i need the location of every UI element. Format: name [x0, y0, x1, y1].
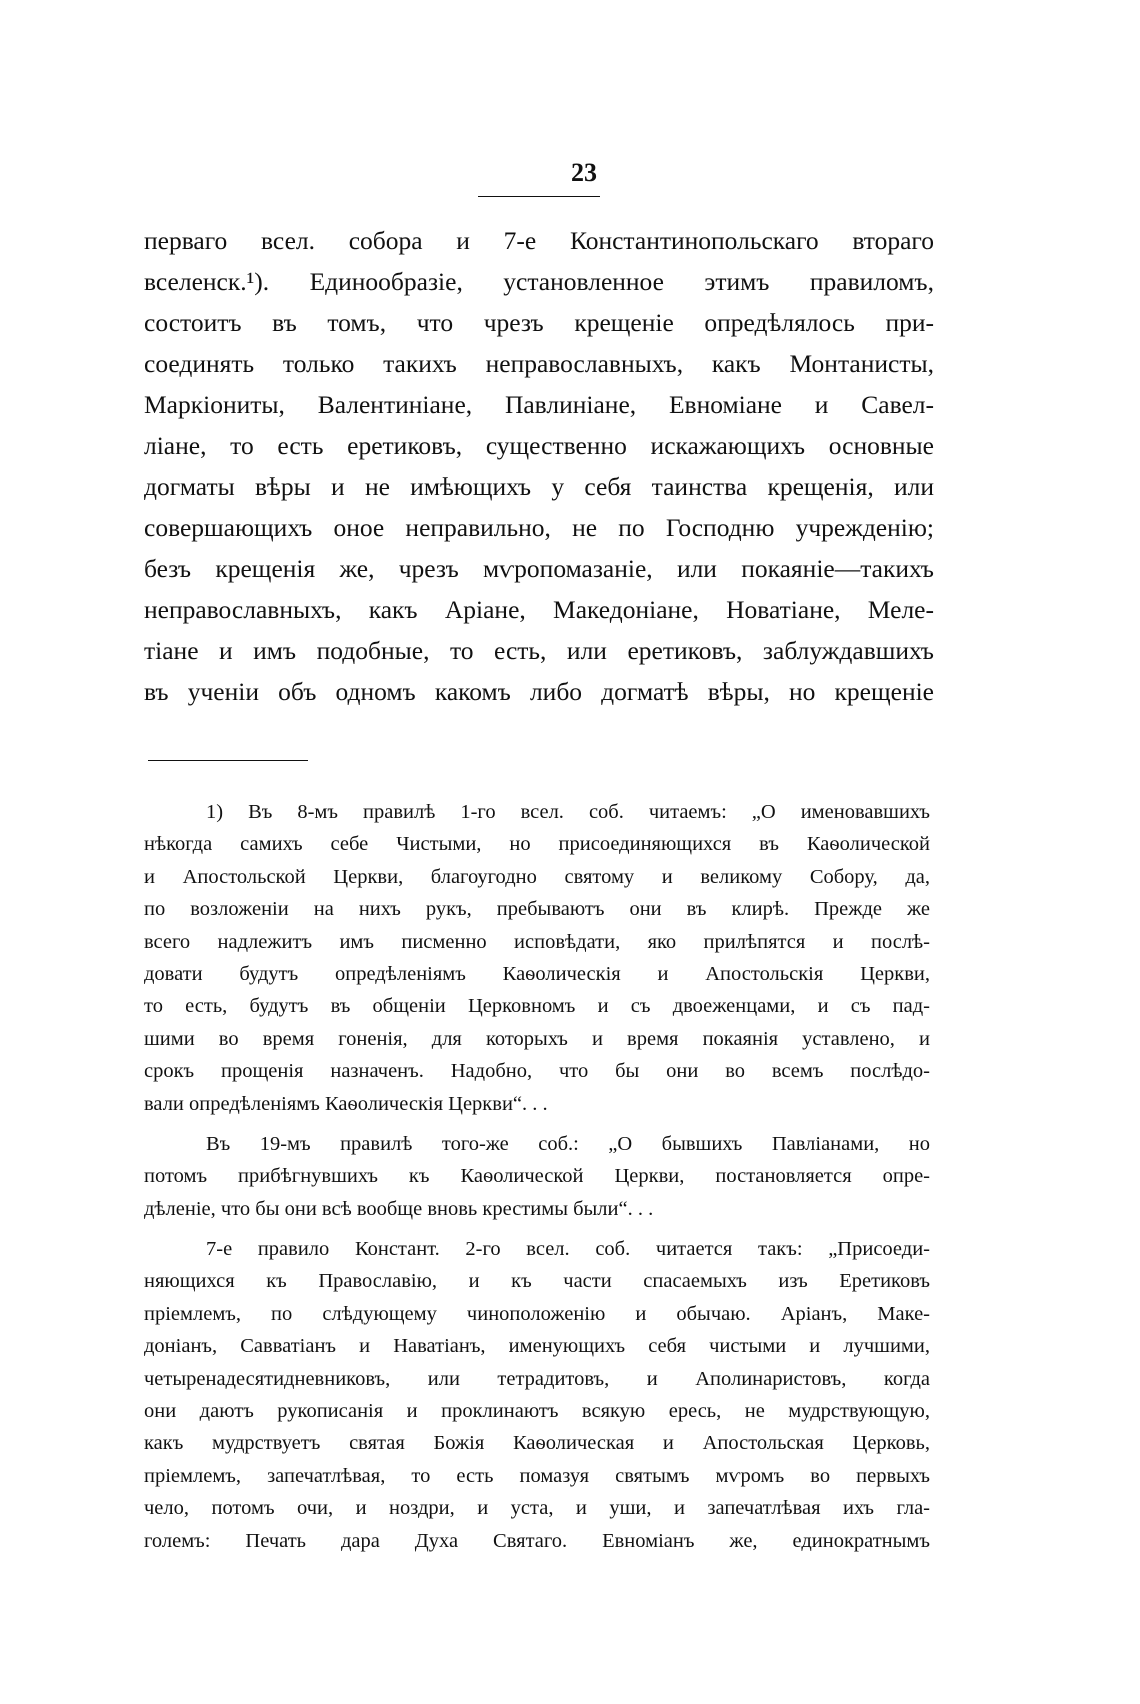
- main-text-line: ліане, то есть еретиковъ, существенно искажающихъ основные: [144, 431, 934, 460]
- footnote-line: Въ 19-мъ правилѣ того-же соб.: „О бывшихъ Павліанами, но: [206, 1132, 930, 1155]
- footnote-line: доніанъ, Савватіанъ и Наватіанъ, именующихъ себя чистыми и лучшими,: [144, 1335, 930, 1358]
- page-number-rule: [478, 196, 600, 197]
- footnote-line: четыренадесятидневниковъ, или тетрадитовъ, и Аполинаристовъ, когда: [144, 1367, 930, 1390]
- footnote-line: шими во время гоненія, для которыхъ и время покаянія уставлено, и: [144, 1027, 930, 1050]
- footnote-line: пріемлемъ, по слѣдующему чиноположенію и обычаю. Аріанъ, Маке-: [144, 1302, 930, 1325]
- footnote-paragraph: [144, 796, 930, 1120]
- main-text-line: неправославныхъ, какъ Аріане, Македоніане, Новатіане, Меле-: [144, 595, 934, 624]
- footnote-line: 7-е правило Констант. 2-го всел. соб. читается такъ: „Присоеди-: [206, 1238, 930, 1261]
- main-text-line: перваго всел. собора и 7-е Константинопольскаго втораго: [144, 226, 934, 255]
- main-text-line: вселенск.¹). Единообразіе, установленное этимъ правиломъ,: [144, 267, 934, 296]
- main-text-line: безъ крещенія же, чрезъ мѵропомазаніе, или покаяніе—такихъ: [144, 554, 934, 583]
- footnote-paragraph: [144, 1128, 930, 1225]
- footnote-gap: [144, 1225, 930, 1233]
- footnote-line: они даютъ рукописанія и проклинаютъ всякую ересь, не мудрствующую,: [144, 1400, 930, 1423]
- footnote-separator: [148, 760, 308, 761]
- page-number: 23: [571, 158, 597, 187]
- footnote-line: големъ: Печать дара Духа Святаго. Евноміанъ же, единократнымъ: [144, 1529, 930, 1552]
- main-text-line: догматы вѣры и не имѣющихъ у себя таинства крещенія, или: [144, 472, 934, 501]
- footnote-line: пріемлемъ, запечатлѣвая, то есть помазуя святымъ мѵромъ во первыхъ: [144, 1464, 930, 1487]
- main-text-line: тіане и имъ подобные, то есть, или еретиковъ, заблуждавшихъ: [144, 636, 934, 665]
- main-text-line: въ ученіи объ одномъ какомъ либо догматѣ вѣры, но крещеніе: [144, 677, 934, 706]
- footnote-line: и Апостольской Церкви, благоугодно святому и великому Собору, да,: [144, 865, 930, 888]
- main-text-line: соединять только такихъ неправославныхъ, какъ Монтанисты,: [144, 349, 934, 378]
- footnote-line: чело, потомъ очи, и ноздри, и уста, и уши, и запечатлѣвая ихъ гла-: [144, 1497, 930, 1520]
- footnote-line: какъ мудрствуетъ святая Божія Каѳолическая и Апостольская Церковь,: [144, 1432, 930, 1455]
- footnote-line: 1) Въ 8-мъ правилѣ 1-го всел. соб. читаемъ: „О именовавшихъ: [206, 801, 930, 823]
- footnote-line: срокъ прощенія назначенъ. Надобно, что бы они во всемъ послѣдо-: [144, 1060, 930, 1083]
- footnote-line: то есть, будутъ въ общеніи Церковномъ и съ двоеженцами, и съ пад-: [144, 995, 930, 1018]
- footnotes: [144, 796, 930, 1557]
- footnote-line: нѣкогда самихъ себе Чистыми, но присоединяющихся въ Каѳолической: [144, 833, 930, 856]
- main-text-line: Маркіониты, Валентиніане, Павлиніане, Евноміане и Савел-: [144, 390, 934, 419]
- main-text: [144, 220, 934, 712]
- footnote-line: потомъ прибѣгнувшихъ къ Каѳолической Церкви, постановляется опре-: [144, 1165, 930, 1188]
- footnote-paragraph: [144, 1233, 930, 1557]
- main-text-line: состоитъ въ томъ, что чрезъ крещеніе опредѣлялось при-: [144, 308, 934, 337]
- footnote-line: довати будутъ опредѣленіямъ Каѳолическія и Апостольскія Церкви,: [144, 962, 930, 985]
- footnote-line: дѣленіе, что бы они всѣ вообще вновь крестимы были“. . .: [144, 1197, 654, 1220]
- main-text-line: совершающихъ оное неправильно, не по Господню учрежденію;: [144, 513, 934, 542]
- footnote-line: няющихся къ Православію, и къ части спасаемыхъ изъ Еретиковъ: [144, 1270, 930, 1293]
- footnote-line: по возложеніи на нихъ рукъ, пребываютъ они въ клирѣ. Прежде же: [144, 898, 930, 921]
- footnote-gap: [144, 1120, 930, 1128]
- footnote-line: всего надлежитъ имъ писменно исповѣдати, яко прилѣпятся и послѣ-: [144, 930, 930, 953]
- footnote-line: вали опредѣленіямъ Каѳолическія Церкви“. . .: [144, 1092, 548, 1115]
